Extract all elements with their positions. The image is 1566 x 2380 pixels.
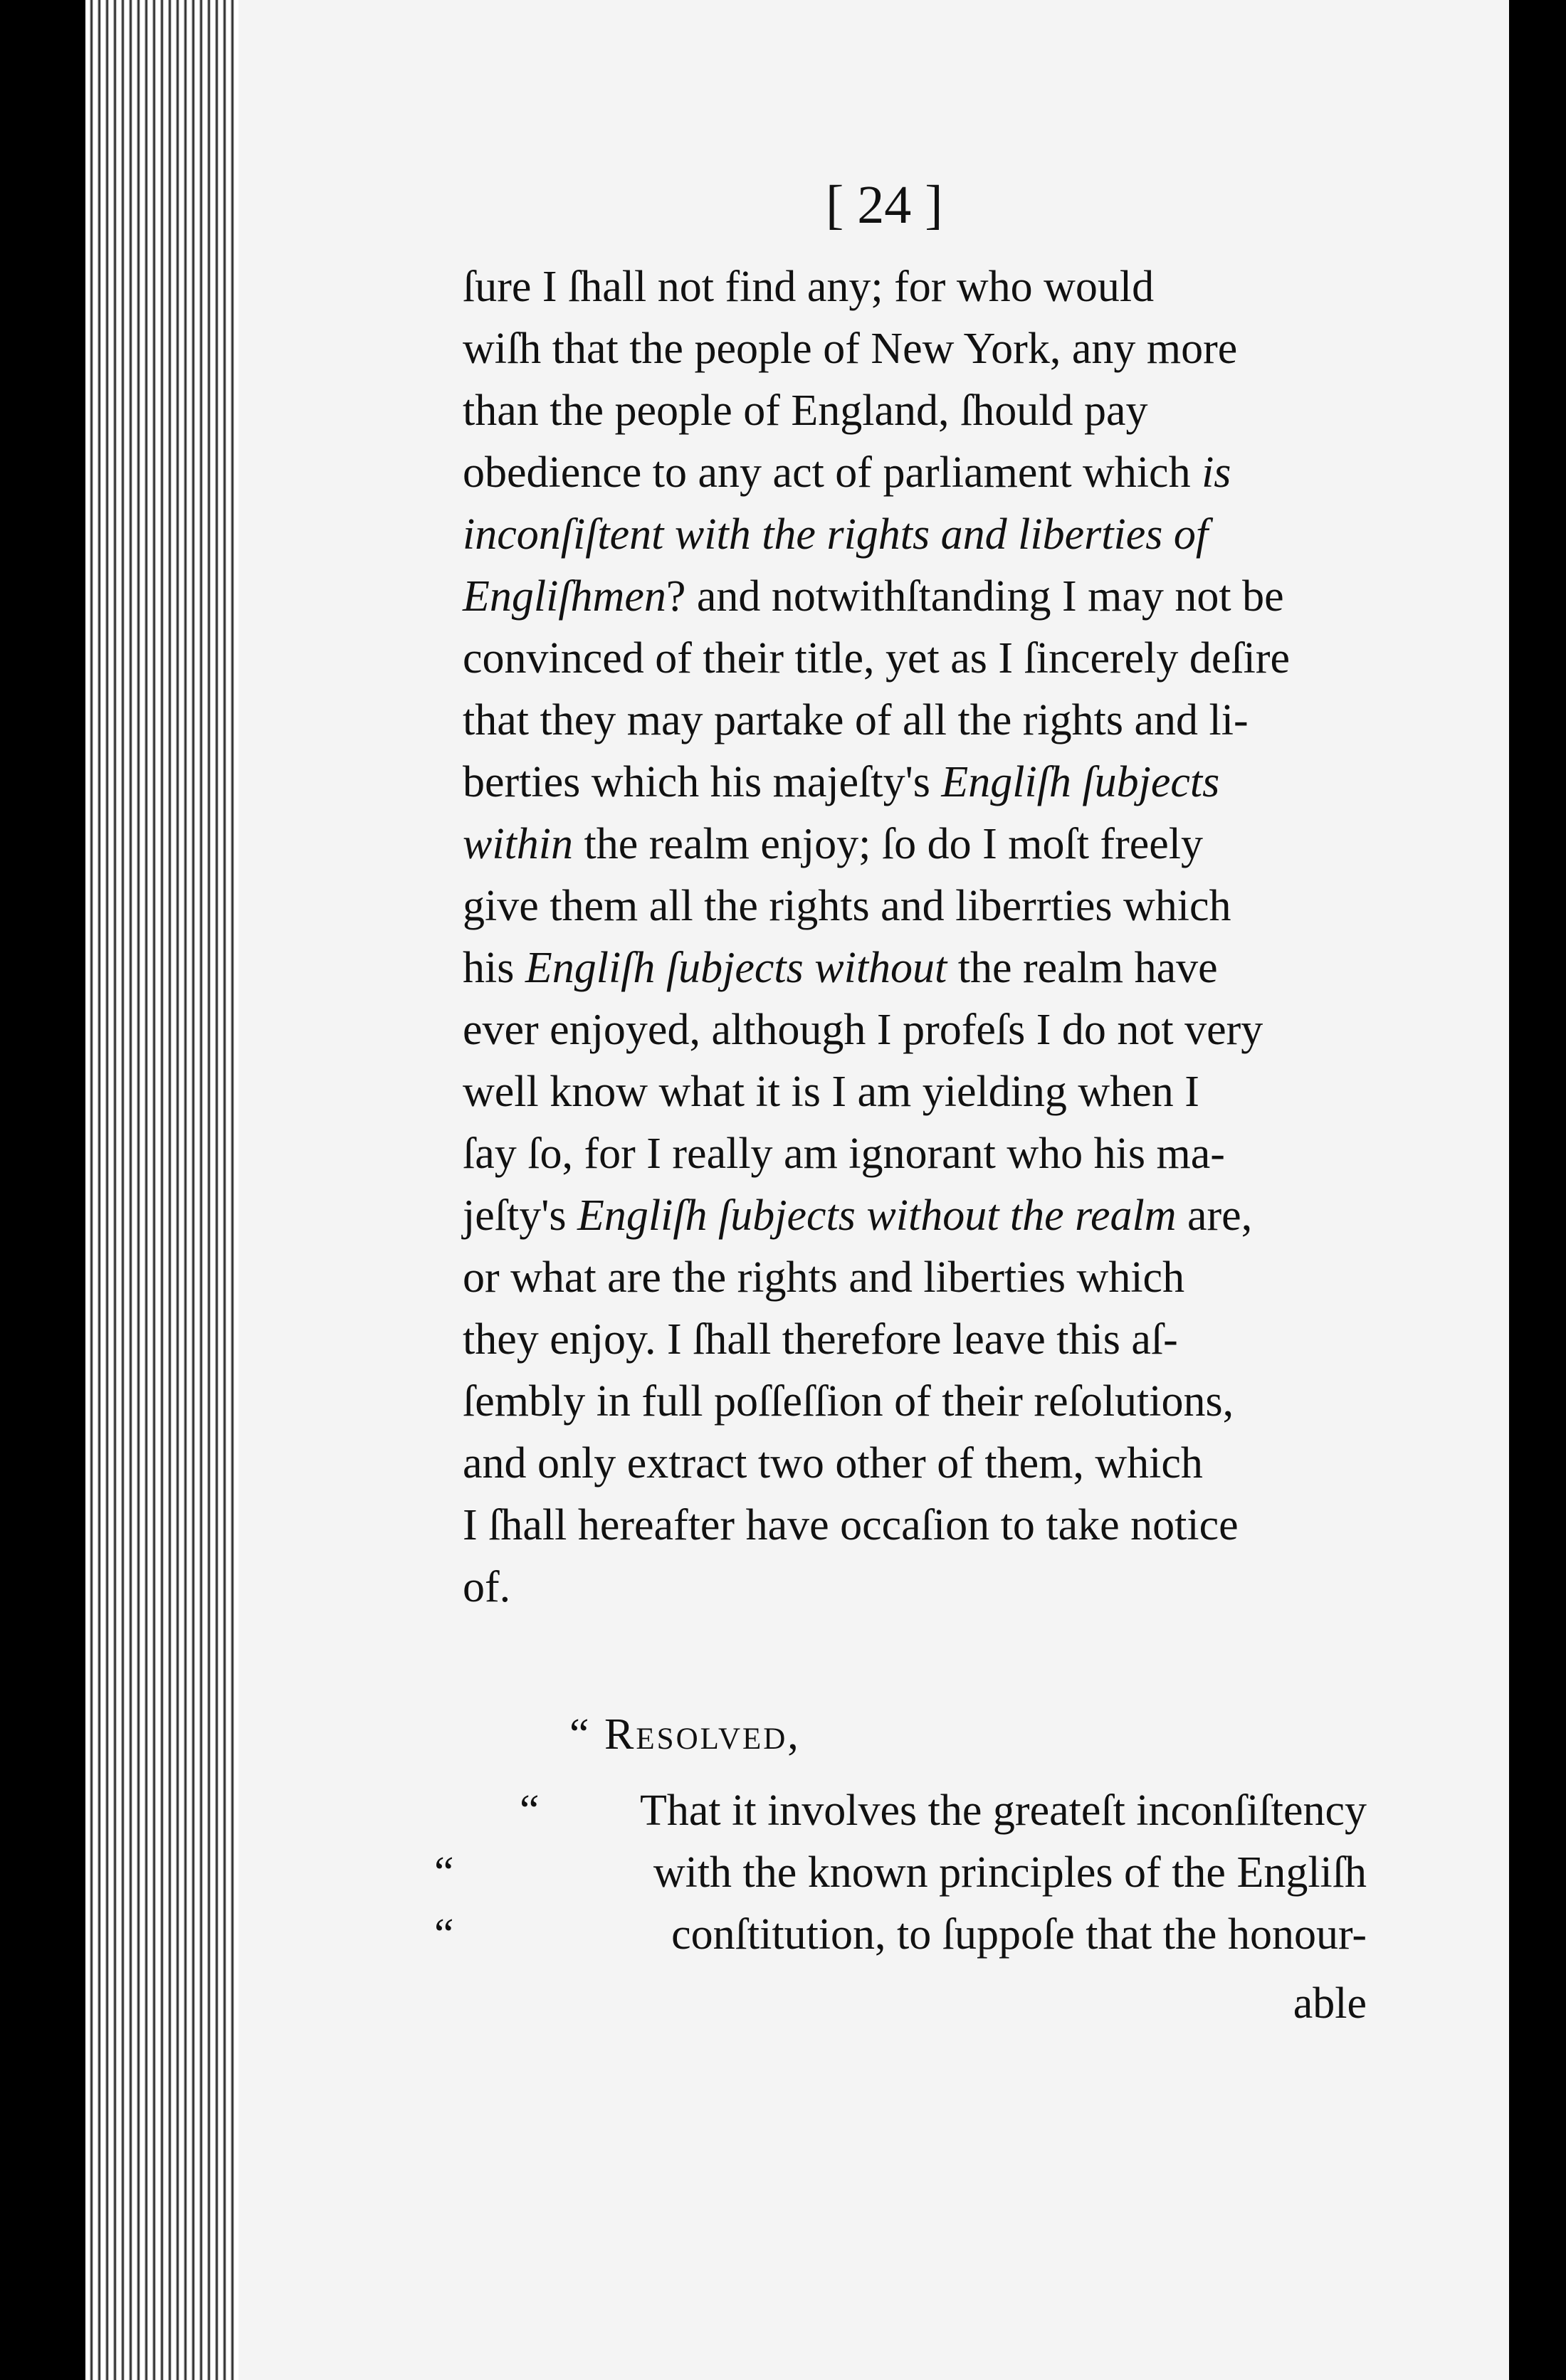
text-line: convinced of their title, yet as I ſincerely deſire [463, 634, 1291, 683]
quote-line: “ with the known principles of the Engliſh [434, 1848, 1367, 1897]
text-line: ever enjoyed, although I profeſs I do not very [463, 1006, 1263, 1054]
page-shadow [1509, 43, 1566, 2377]
text-line: I ſhall hereafter have occaſion to take notice [463, 1501, 1239, 1549]
quote-line: “ conſtitution, to ſuppoſe that the honour- [434, 1910, 1367, 1959]
text-line: jeſty's Engliſh ſubjects without the realm are, [463, 1191, 1253, 1240]
text-line: ſembly in full poſſeſſion of their reſolutions, [463, 1377, 1234, 1426]
text-line: or what are the rights and liberties which [463, 1253, 1185, 1302]
text-line: that they may partake of all the rights and li- [463, 696, 1249, 744]
text-line: ſure I ſhall not find any; for who would [463, 263, 1155, 311]
quote-heading: “ Resolved, [569, 1710, 801, 1759]
text-line: wiſh that the people of New York, any more [463, 325, 1238, 373]
text-line: than the people of England, ſhould pay [463, 386, 1148, 435]
text-line: berties which his majeſty's Engliſh ſubjects [463, 758, 1220, 806]
text-line: and only extract two other of them, which [463, 1439, 1203, 1488]
text-line: within the realm enjoy; ſo do I moſt freely [463, 820, 1203, 868]
quote-line: “ That it involves the greateſt inconſiſtency [520, 1786, 1367, 1835]
page-edges [85, 0, 249, 2380]
text-line: ſay ſo, for I really am ignorant who his ma- [463, 1130, 1225, 1178]
text-line: of. [463, 1563, 511, 1611]
page-number: [ 24 ] [826, 175, 943, 235]
text-line: give them all the rights and liberrties which [463, 882, 1231, 930]
text-line: Engliſhmen? and notwithſtanding I may not be [463, 572, 1284, 621]
text-line: they enjoy. I ſhall therefore leave this aſ- [463, 1315, 1178, 1364]
body-text [434, 256, 1367, 2035]
text-line: his Engliſh ſubjects without the realm have [463, 944, 1218, 992]
text-line: well know what it is I am yielding when I [463, 1068, 1199, 1116]
text-line: obedience to any act of parliament which is [463, 448, 1231, 497]
text-line: inconſiſtent with the rights and liberties of [463, 510, 1209, 559]
catchword: able [1293, 1979, 1367, 2028]
